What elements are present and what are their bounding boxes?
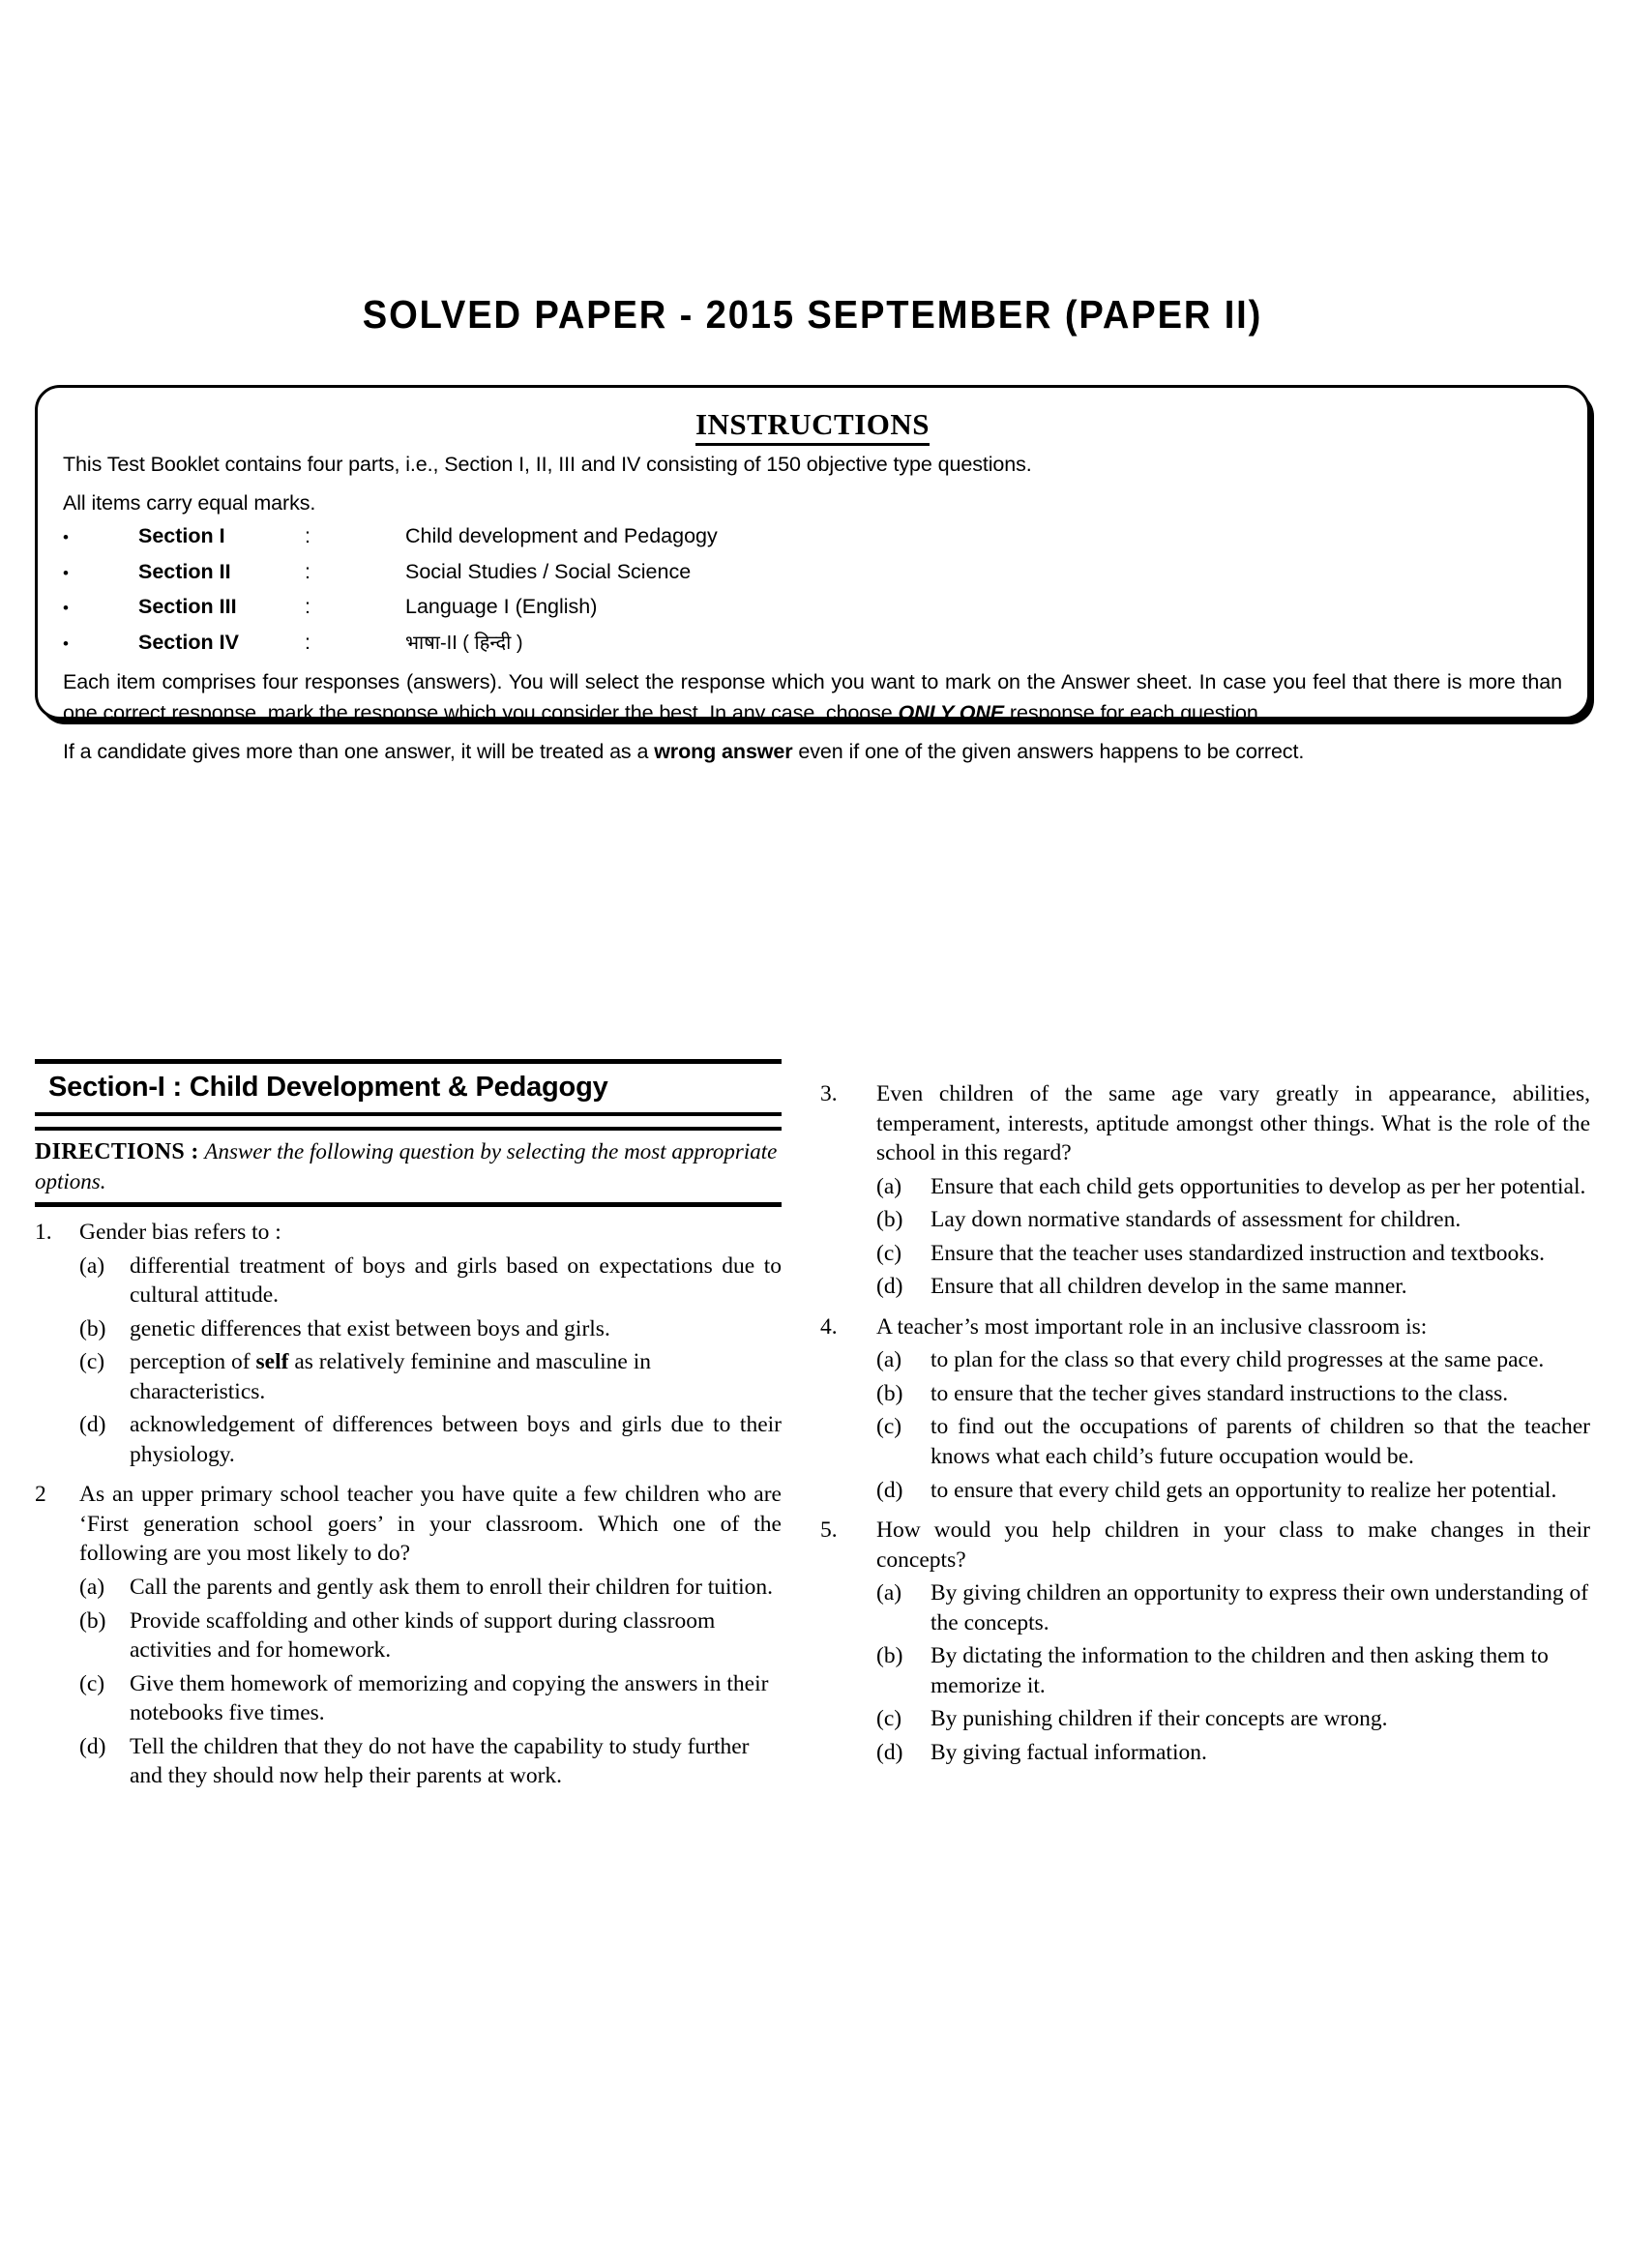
question-body: [876, 1312, 1590, 1505]
option-item[interactable]: [876, 1641, 1590, 1700]
option-label: (c): [876, 1414, 902, 1440]
directions-text: Answer the following question by selecting the most appropriate options.: [35, 1138, 778, 1194]
option-label: (d): [876, 1477, 903, 1503]
question-item: [35, 1480, 782, 1790]
option-label: (d): [876, 1274, 903, 1300]
option-text: to find out the occupations of parents of children so that the teacher knows what each child’s future occupation would be.: [931, 1414, 1590, 1470]
section-list-item-2: [63, 559, 1562, 583]
option-item[interactable]: [876, 1345, 1590, 1375]
section-value: Language I (English): [405, 595, 598, 619]
page-title: SOLVED PAPER - 2015 SEPTEMBER (PAPER II): [362, 292, 1263, 337]
instructions-paragraph-4-part-a: If a candidate gives more than one answer, it will be treated as a: [63, 739, 655, 763]
option-text: differential treatment of boys and girls based on expectations due to cultural attitude.: [130, 1252, 782, 1309]
option-list: [876, 1345, 1590, 1505]
option-list: [876, 1172, 1590, 1302]
wrong-answer-emphasis: wrong answer: [654, 739, 793, 763]
sections-list: [63, 526, 1562, 653]
option-item[interactable]: [876, 1379, 1590, 1409]
option-list: [876, 1578, 1590, 1767]
question-stem: As an upper primary school teacher you have quite a few children who are ‘First generation school goers’ in your classroom. Which one of the following are you most likely to do?: [79, 1482, 782, 1567]
section-heading: Section-I : Child Development & Pedagogy: [48, 1072, 608, 1103]
instructions-paragraph-4-part-b: even if one of the given answers happens to be correct.: [792, 739, 1305, 763]
option-text: [130, 1347, 782, 1406]
option-text: acknowledgement of differences between boys and girls due to their physiology.: [130, 1412, 782, 1467]
section-colon: :: [305, 524, 310, 548]
directions: [35, 1131, 782, 1202]
question-list-left: [35, 1218, 782, 1791]
option-text: Ensure that each child gets opportunities to develop as per her potential.: [931, 1173, 1586, 1199]
section-list-item-4: [63, 630, 1562, 654]
option-text: Lay down normative standards of assessment for children.: [931, 1207, 1462, 1233]
option-label: (b): [876, 1207, 903, 1233]
option-item[interactable]: [79, 1252, 782, 1311]
question-number: 5.: [820, 1517, 838, 1544]
instructions-paragraph-1: This Test Booklet contains four parts, i.e., Section I, II, III and IV consisting of 150 objective type questions.: [63, 453, 1032, 477]
option-item[interactable]: [876, 1272, 1590, 1302]
option-text: By dictating the information to the children and then asking them to memorize it.: [931, 1643, 1549, 1698]
option-label: (c): [79, 1670, 105, 1696]
option-item[interactable]: [876, 1205, 1590, 1235]
option-item[interactable]: [876, 1578, 1590, 1637]
bullet-icon: •: [63, 633, 69, 653]
option-item[interactable]: [79, 1347, 782, 1406]
option-text: Tell the children that they do not have the capability to study further and they should now help their parents at work.: [130, 1733, 750, 1789]
instructions-paragraph-3: [63, 667, 1562, 727]
option-label: (c): [876, 1240, 902, 1266]
section-label: Section IV: [138, 630, 239, 654]
option-text: Ensure that the teacher uses standardized instruction and textbooks.: [931, 1240, 1545, 1266]
section-value: भाषा-II ( हिन्दी ): [405, 632, 523, 654]
option-text: to plan for the class so that every child progresses at the same pace.: [931, 1347, 1545, 1373]
question-number: 4.: [820, 1313, 838, 1340]
option-item[interactable]: [79, 1669, 782, 1728]
question-stem: How would you help children in your class to make changes in their concepts?: [876, 1517, 1590, 1573]
section-colon: :: [305, 630, 310, 654]
option-text: By giving factual information.: [931, 1739, 1207, 1765]
option-text: to ensure that every child gets an opportunity to realize her potential.: [931, 1477, 1557, 1503]
option-label: (c): [79, 1349, 105, 1375]
option-list: [79, 1252, 782, 1470]
question-body: [79, 1218, 782, 1469]
option-text-emphasis: self: [255, 1349, 289, 1375]
question-item: [35, 1218, 782, 1469]
option-text: By giving children an opportunity to express their own understanding of the concepts.: [931, 1580, 1589, 1635]
option-text: Give them homework of memorizing and copying the answers in their notebooks five times.: [130, 1670, 769, 1726]
instructions-paragraph-3-part-a: Each item comprises four responses (answers). You will select the response which you want to mark on the Answer sheet. In case you feel that there is more than one correct response, mark the response which you consider the best. In any case, choose: [63, 670, 1562, 724]
option-item[interactable]: [79, 1732, 782, 1791]
option-text: genetic differences that exist between boys and girls.: [130, 1315, 610, 1341]
option-label: (a): [876, 1173, 902, 1199]
instructions-paragraph-3-part-b: response for each question.: [1004, 700, 1264, 724]
question-item: [820, 1516, 1590, 1767]
right-column: [820, 1079, 1590, 1767]
section-colon: :: [305, 595, 310, 619]
question-list-right: [820, 1079, 1590, 1767]
bullet-icon: •: [63, 599, 69, 618]
option-item[interactable]: [876, 1738, 1590, 1768]
section-list-item-1: [63, 526, 1562, 547]
option-label: (b): [79, 1315, 106, 1341]
divider-below-directions: [35, 1202, 782, 1207]
question-number: 3.: [820, 1081, 838, 1106]
option-item[interactable]: [79, 1410, 782, 1469]
option-item[interactable]: [79, 1606, 782, 1665]
directions-label: DIRECTIONS :: [35, 1138, 199, 1164]
option-text-part-b: as relatively feminine and masculine in characteristics.: [130, 1349, 652, 1404]
option-item[interactable]: [876, 1476, 1590, 1506]
option-label: (d): [79, 1733, 106, 1759]
option-item[interactable]: [79, 1314, 782, 1344]
option-item[interactable]: [876, 1239, 1590, 1269]
option-label: (d): [79, 1412, 106, 1438]
question-stem: Gender bias refers to :: [79, 1219, 281, 1245]
section-label: Section I: [138, 524, 225, 548]
question-stem: A teacher’s most important role in an inclusive classroom is:: [876, 1313, 1428, 1340]
question-body: [876, 1079, 1590, 1302]
section-colon: :: [305, 559, 310, 583]
option-item[interactable]: [876, 1172, 1590, 1202]
question-body: [79, 1480, 782, 1790]
section-value: Child development and Pedagogy: [405, 524, 718, 548]
option-list: [79, 1573, 782, 1791]
instructions-paragraph-4: [63, 737, 1562, 767]
option-text: Ensure that all children develop in the same manner.: [931, 1274, 1407, 1300]
instructions-paragraph-2: All items carry equal marks.: [63, 491, 316, 515]
option-label: (b): [876, 1643, 903, 1669]
bullet-icon: •: [63, 528, 69, 547]
option-text: Call the parents and gently ask them to enroll their children for tuition.: [130, 1574, 774, 1600]
option-label: (a): [79, 1574, 105, 1600]
option-text-part-a: perception of: [130, 1349, 256, 1375]
question-number: 1.: [35, 1219, 52, 1245]
only-one-emphasis: ONLY ONE: [898, 700, 1005, 724]
question-body: [876, 1516, 1590, 1767]
option-label: (a): [79, 1252, 105, 1279]
option-label: (d): [876, 1739, 903, 1765]
question-item: [820, 1312, 1590, 1505]
section-list-item-3: [63, 597, 1562, 618]
option-text: By punishing children if their concepts are wrong.: [931, 1706, 1388, 1732]
option-item[interactable]: [79, 1573, 782, 1603]
bullet-icon: •: [63, 563, 69, 582]
option-label: (a): [876, 1580, 902, 1606]
question-number: 2: [35, 1482, 46, 1508]
instructions-heading-text: INSTRUCTIONS: [695, 407, 930, 446]
option-item[interactable]: [876, 1412, 1590, 1471]
option-text: to ensure that the techer gives standard instructions to the class.: [931, 1380, 1509, 1406]
option-label: (a): [876, 1347, 902, 1373]
option-label: (b): [79, 1607, 106, 1634]
question-item: [820, 1079, 1590, 1302]
option-item[interactable]: [876, 1704, 1590, 1734]
option-label: (c): [876, 1706, 902, 1732]
option-label: (b): [876, 1380, 903, 1406]
section-value: Social Studies / Social Science: [405, 559, 692, 583]
instructions-box: [35, 385, 1590, 763]
instructions-heading: [63, 408, 1562, 441]
section-label: Section III: [138, 595, 237, 619]
section-label: Section II: [138, 559, 231, 583]
left-column: [35, 1059, 782, 1791]
option-text: Provide scaffolding and other kinds of support during classroom activities and for homework.: [130, 1607, 716, 1664]
question-stem: Even children of the same age vary greatly in appearance, abilities, temperament, interests, aptitude amongst other things. What is the role of the school in this regard?: [876, 1081, 1590, 1166]
